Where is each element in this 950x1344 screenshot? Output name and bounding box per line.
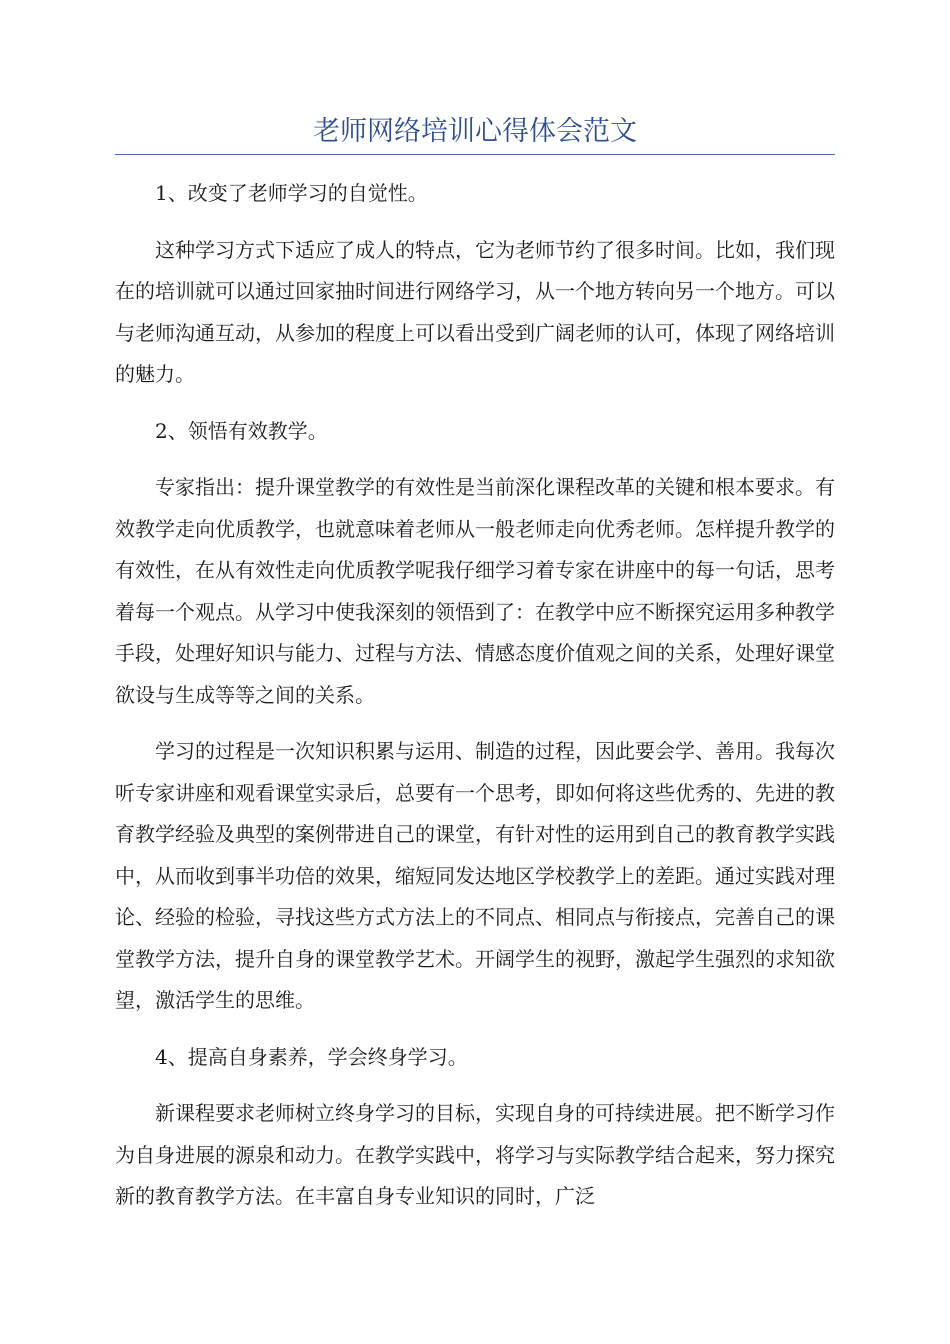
section-heading-1: 1、改变了老师学习的自觉性。: [155, 181, 428, 205]
document-body: [115, 173, 835, 1233]
paragraph-2: 专家指出：提升课堂教学的有效性是当前深化课程改革的关键和根本要求。有效教学走向优质教学，也就意味着老师从一般老师走向优秀老师。怎样提升教学的有效性，在从有效性走向优质教学呢我仔细学习着专家在讲座中的每一句话，思考着每一个观点。从学习中使我深刻的领悟到了：在教学中应不断探究运用多种教学手段，处理好知识与能力、过程与方法、情感态度价值观之间的关系，处理好课堂欲设与生成等等之间的关系。: [115, 475, 835, 707]
title-underline: [115, 154, 835, 155]
document-title: 老师网络培训心得体会范文: [313, 116, 637, 147]
section-heading-4: 4、提高自身素养，学会终身学习。: [155, 1044, 468, 1069]
paragraph-3: 学习的过程是一次知识积累与运用、制造的过程，因此要会学、善用。我每次听专家讲座和观看课堂实录后，总要有一个思考，即如何将这些优秀的、先进的教育教学经验及典型的案例带进自己的课堂，有针对性的运用到自己的教育教学实践中，从而收到事半功倍的效果，缩短同发达地区学校教学上的差距。通过实践对理论、经验的检验，寻找这些方式方法上的不同点、相同点与衔接点，完善自己的课堂教学方法，提升自身的课堂教学艺术。开阔学生的视野，激起学生强烈的求知欲望，激活学生的思维。: [115, 739, 835, 1012]
section-heading-2: 2、领悟有效教学。: [155, 418, 328, 443]
paragraph-4: 新课程要求老师树立终身学习的目标，实现自身的可持续进展。把不断学习作为自身进展的源泉和动力。在教学实践中，将学习与实际教学结合起来，努力探究新的教育教学方法。在丰富自身专业知识的同时，广泛: [115, 1101, 835, 1208]
paragraph-1: 这种学习方式下适应了成人的特点，它为老师节约了很多时间。比如，我们现在的培训就可以通过回家抽时间进行网络学习，从一个地方转向另一个地方。可以与老师沟通互动，从参加的程度上可以看出受到广阔老师的认可，体现了网络培训的魅力。: [115, 237, 835, 386]
